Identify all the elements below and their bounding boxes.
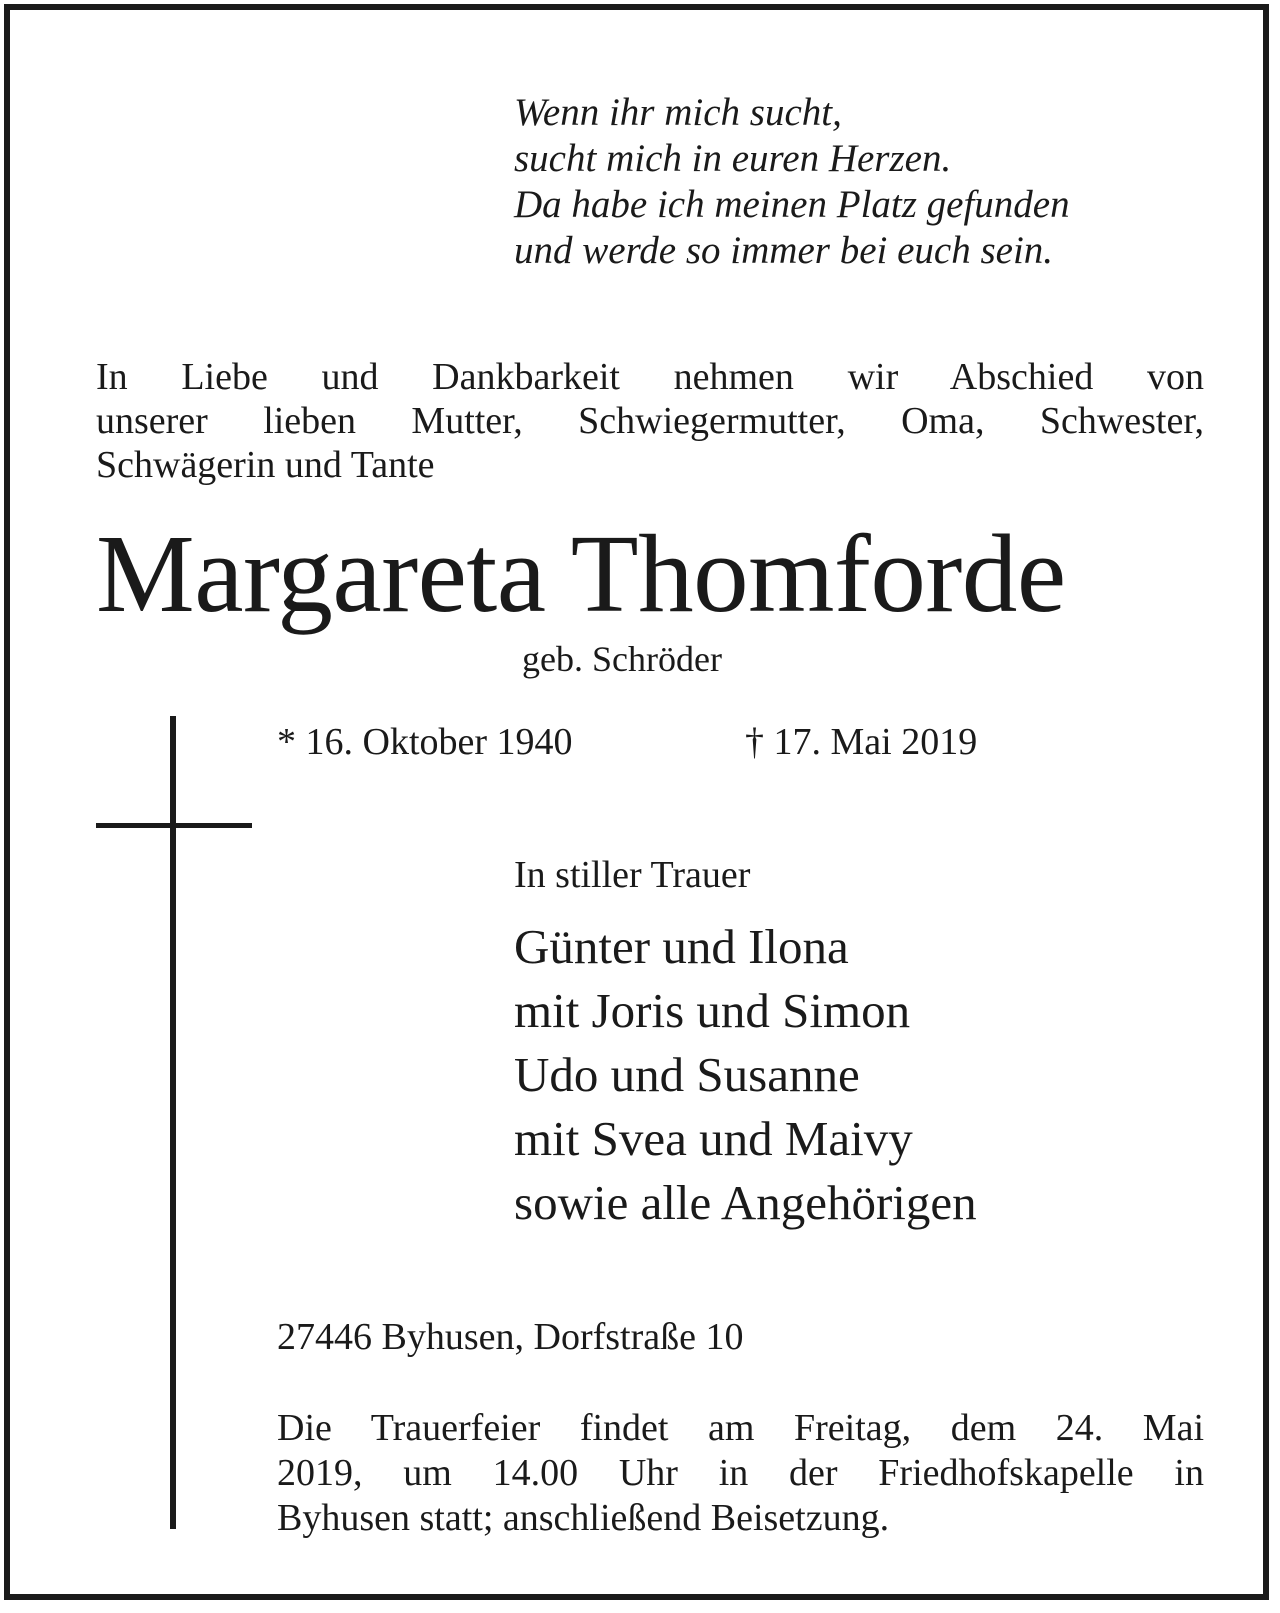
motto-line: Da habe ich meinen Platz gefunden xyxy=(514,183,1070,226)
mourners-list xyxy=(514,915,977,1235)
ceremony-notice xyxy=(277,1406,1204,1541)
family-address: 27446 Byhusen, Dorfstraße 10 xyxy=(277,1316,744,1358)
death-date: † 17. Mai 2019 xyxy=(745,721,978,763)
motto-line: und werde so immer bei euch sein. xyxy=(514,229,1054,272)
ceremony-line: Die Trauerfeier findet am Freitag, dem 24. Mai xyxy=(277,1407,1204,1449)
mourner-line: Günter und Ilona xyxy=(514,919,849,974)
deceased-name: Margareta Thomforde xyxy=(96,513,1066,636)
mourner-line: mit Joris und Simon xyxy=(514,983,911,1038)
motto-line: sucht mich in euren Herzen. xyxy=(514,137,952,180)
motto-poem xyxy=(514,90,1070,274)
birth-name: geb. Schröder xyxy=(522,639,722,679)
ceremony-line: Byhusen statt; anschließend Beisetzung. xyxy=(277,1497,890,1539)
obituary-frame xyxy=(4,4,1269,1600)
ceremony-line: 2019, um 14.00 Uhr in der Friedhofskapelle in xyxy=(277,1452,1204,1494)
intro-line: In Liebe und Dankbarkeit nehmen wir Abschied von xyxy=(96,356,1204,398)
mourning-intro: In stiller Trauer xyxy=(514,854,751,896)
mourner-line: sowie alle Angehörigen xyxy=(514,1175,977,1230)
intro-line: Schwägerin und Tante xyxy=(96,444,435,486)
mourner-line: mit Svea und Maivy xyxy=(514,1111,913,1166)
cross-icon-vertical-bar xyxy=(170,716,176,1529)
intro-line: unserer lieben Mutter, Schwiegermutter, Oma, Schwester, xyxy=(96,400,1204,442)
cross-icon-horizontal-bar xyxy=(96,823,252,828)
mourner-line: Udo und Susanne xyxy=(514,1047,860,1102)
birth-date: * 16. Oktober 1940 xyxy=(277,721,573,763)
farewell-intro xyxy=(96,355,1204,487)
motto-line: Wenn ihr mich sucht, xyxy=(514,91,842,134)
